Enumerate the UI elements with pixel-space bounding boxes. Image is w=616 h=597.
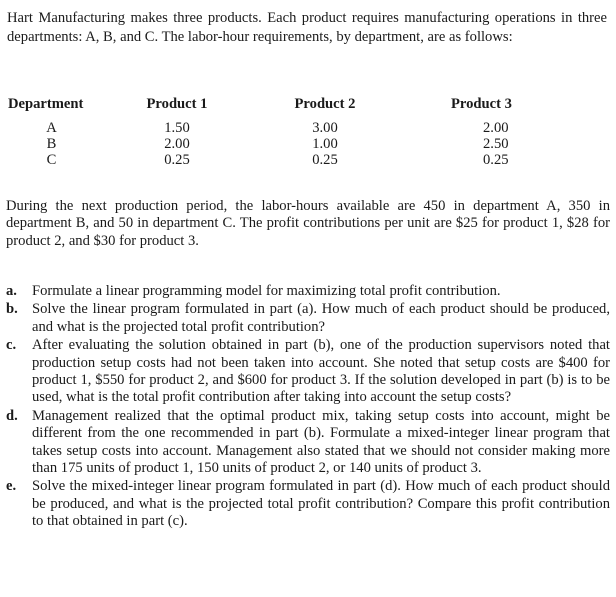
list-item: [6, 301, 610, 336]
question-parts-list: [6, 283, 610, 532]
cell-department: A: [46, 120, 57, 136]
header-department: Department: [8, 96, 84, 112]
cropped-previous-line: [40, 0, 340, 1]
header-product-3: Product 3: [451, 96, 512, 112]
table-header-row: [0, 96, 616, 120]
list-item: [6, 337, 610, 407]
part-text: Solve the linear program formulated in part (a). How much of each product should be produced, and what is the projected total profit contribution?: [32, 301, 610, 335]
cell-product-3: 0.25: [483, 152, 509, 168]
part-letter: c.: [6, 337, 17, 354]
part-letter: d.: [6, 407, 18, 424]
table-row: [0, 152, 616, 168]
labor-hours-table: [0, 96, 616, 168]
cell-department: C: [46, 152, 57, 168]
header-product-2: Product 2: [294, 96, 356, 112]
cell-product-1: 0.25: [164, 152, 190, 168]
part-text: After evaluating the solution obtained in part (b), one of the production supervisors noted that production setup costs had not been taken into account. She noted that setup costs are $400 for product 1, $550 for product 2, and $600 for product 3. If the solution developed in part (b) is to be used, what is the total profit contribution after taking into account the setup costs?: [32, 337, 610, 406]
cell-product-3: 2.50: [483, 136, 509, 152]
cell-product-2: 0.25: [312, 152, 338, 168]
list-item: [6, 408, 610, 478]
cell-product-1: 2.00: [164, 136, 190, 152]
table-row: [0, 120, 616, 136]
cell-product-1: 1.50: [164, 120, 190, 136]
part-letter: b.: [6, 301, 18, 318]
list-item: [6, 283, 610, 300]
production-period-paragraph: During the next production period, the labor-hours available are 450 in department A, 350 in department B, and 50 in department C. The profit contributions per unit are $25 for product 1, $28 for product 2, and $30 for product 3.: [6, 198, 610, 249]
part-text: Formulate a linear programming model for maximizing total profit contribution.: [32, 283, 501, 299]
cell-product-2: 1.00: [312, 136, 338, 152]
part-letter: a.: [6, 283, 17, 299]
part-text: Management realized that the optimal product mix, taking setup costs into account, might be different from the one recommended in part (b). Formulate a mixed-integer linear program that takes setup costs into account. Management also stated that we should not consider making more than 175 units of product 1, 150 units of product 2, or 140 units of product 3.: [32, 407, 610, 477]
table-row: [0, 136, 616, 152]
part-letter: e.: [6, 478, 17, 495]
cell-product-3: 2.00: [483, 120, 509, 136]
part-text: Solve the mixed-integer linear program formulated in part (d). How much of each product should be produced, and what is the projected total profit contribution? Compare this profit contribution to that obtained in part (c).: [32, 478, 610, 530]
cell-department: B: [46, 136, 57, 152]
list-item: [6, 478, 610, 530]
cell-product-2: 3.00: [312, 120, 338, 136]
problem-intro: Hart Manufacturing makes three products. Each product requires manufacturing operations in three departments: A, B, and C. The labor-hour requirements, by department, are as follows:: [7, 10, 607, 45]
header-product-1: Product 1: [146, 96, 208, 112]
